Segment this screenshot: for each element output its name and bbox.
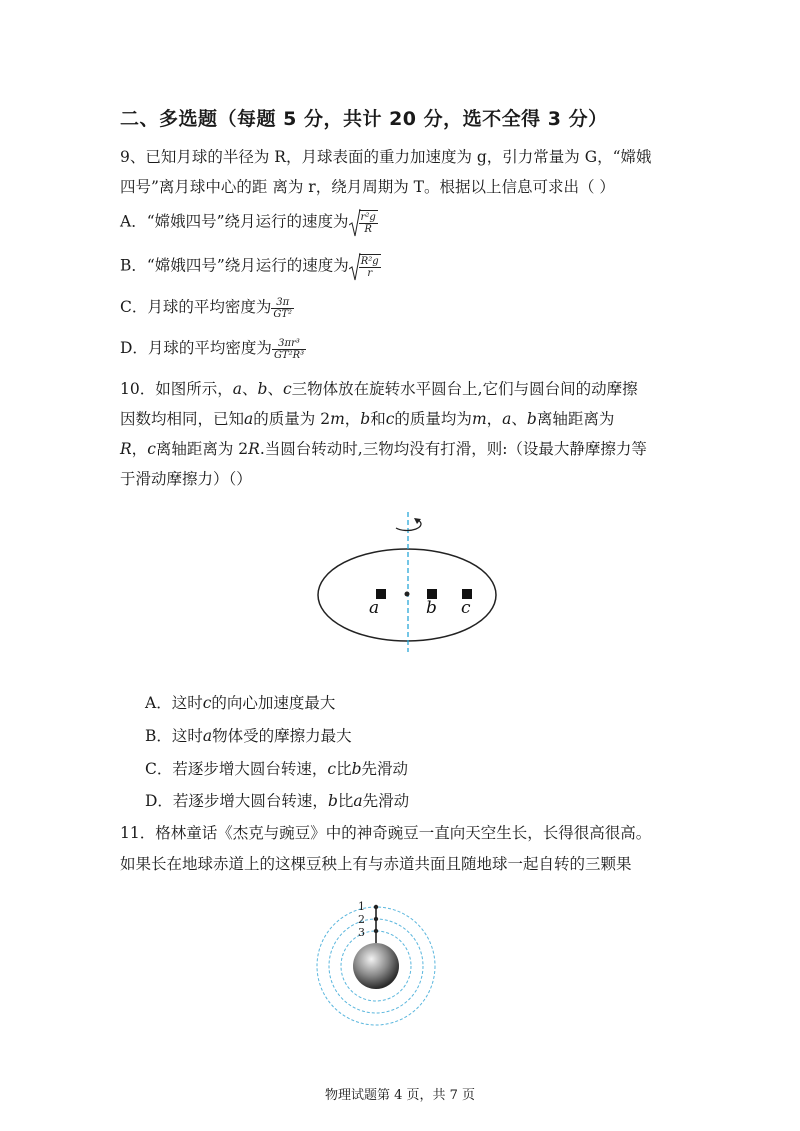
- q9-option-c-text: C．月球的平均密度为: [120, 298, 272, 316]
- fruit-1: [374, 905, 378, 909]
- q9-option-c-denominator: GT²: [273, 308, 293, 320]
- var-c: c: [202, 694, 212, 712]
- text: 比: [337, 792, 354, 810]
- text: ，: [131, 440, 148, 458]
- var-c: c: [327, 760, 337, 778]
- text: 先滑动: [361, 760, 409, 778]
- q9-option-b-numerator: R²g: [360, 256, 379, 267]
- q9-option-b-denominator: r: [367, 268, 373, 279]
- sqrt-expression: [349, 210, 378, 235]
- text: 的质量均为: [394, 410, 472, 428]
- var-b: b: [257, 380, 268, 398]
- q9-option-a-text: A．“嫦娥四号”绕月运行的速度为: [120, 212, 349, 231]
- sqrt-expression: [349, 254, 381, 279]
- var-b: b: [351, 760, 362, 778]
- var-m: m: [471, 410, 487, 428]
- text: 和: [370, 410, 386, 428]
- text: .当圆台转动时,三物均没有打滑，则:（设最大静摩擦力等: [259, 440, 647, 458]
- q9-option-d: [120, 337, 306, 361]
- text: 、: [267, 380, 283, 398]
- q9-option-d-numerator: 3πr³: [272, 338, 306, 350]
- q10-line-1: [120, 378, 638, 400]
- text: 物体受的摩擦力最大: [212, 727, 352, 745]
- text: ，: [344, 410, 361, 428]
- q9-option-b-text: B．“嫦娥四号”绕月运行的速度为: [120, 256, 349, 275]
- q9-option-c: [120, 296, 294, 320]
- var-m: m: [330, 410, 345, 428]
- q9-option-c-numerator: 3π: [271, 297, 294, 309]
- label-a: a: [369, 598, 380, 618]
- page-footer: 物理试题第 4 页，共 7 页: [324, 1088, 476, 1103]
- turntable-figure: [300, 510, 520, 655]
- text: 因数均相同，已知: [120, 410, 245, 428]
- var-b: b: [526, 410, 537, 428]
- q9-option-a-numerator: r²g: [360, 212, 376, 223]
- text: 的向心加速度最大: [211, 694, 336, 712]
- q10-option-d: [145, 790, 409, 812]
- q9-option-a: [120, 210, 378, 235]
- var-c: c: [282, 380, 292, 398]
- text: A．这时: [145, 694, 203, 712]
- q11-line-2: 如果长在地球赤道上的这棵豆秧上有与赤道共面且随地球一起自转的三颗果: [120, 855, 632, 873]
- fruit-label-2: 2: [358, 913, 365, 926]
- text: 、: [511, 410, 527, 428]
- q10-line-3: [120, 438, 647, 460]
- text: 三物体放在旋转水平圆台上,它们与圆台间的动摩擦: [291, 380, 638, 398]
- q9-option-b: [120, 254, 381, 279]
- q10-line-4: 于滑动摩擦力）（）: [120, 470, 252, 488]
- fruit-2: [374, 917, 378, 921]
- earth-orbit-figure: [300, 895, 450, 1045]
- text: 的质量为 2: [253, 410, 331, 428]
- var-a: a: [202, 727, 213, 745]
- text: B．这时: [145, 727, 203, 745]
- var-R: R: [248, 440, 260, 458]
- text: 先滑动: [362, 792, 410, 810]
- var-a: a: [232, 380, 242, 398]
- q10-option-c: [145, 758, 408, 780]
- var-b: b: [360, 410, 371, 428]
- q9-option-d-denominator: GT²R³: [273, 349, 305, 361]
- fruit-3: [374, 929, 378, 933]
- var-a: a: [502, 410, 512, 428]
- q10-option-a: [145, 692, 335, 714]
- q11-line-1: 11．格林童话《杰克与豌豆》中的神奇豌豆一直向天空生长，长得很高很高。: [120, 824, 652, 842]
- text: C．若逐步增大圆台转速，: [145, 760, 328, 778]
- fruit-label-1: 1: [358, 900, 365, 913]
- earth-sphere: [353, 943, 399, 989]
- label-b: b: [426, 598, 437, 618]
- var-a: a: [244, 410, 254, 428]
- var-a: a: [353, 792, 363, 810]
- var-c: c: [385, 410, 395, 428]
- text: 、: [241, 380, 258, 398]
- var-c: c: [147, 440, 156, 458]
- var-b: b: [327, 792, 338, 810]
- var-R: R: [120, 440, 132, 458]
- text: 比: [336, 760, 352, 778]
- fruit-label-3: 3: [358, 926, 365, 939]
- text: 离轴距离为 2: [155, 440, 249, 458]
- axis-center-dot: [405, 592, 410, 597]
- text: 10．如图所示，: [120, 380, 233, 398]
- q9-option-d-text: D．月球的平均密度为: [120, 339, 272, 357]
- q9-line-2: 四号”离月球中心的距 离为 r，绕月周期为 T。根据以上信息可求出（ ）: [120, 178, 615, 196]
- q10-line-2: [120, 408, 614, 430]
- text: ，: [486, 410, 503, 428]
- label-c: c: [461, 598, 471, 618]
- q9-line-1: 9、已知月球的半径为 R，月球表面的重力加速度为 g，引力常量为 G，“嫦娥: [120, 148, 652, 166]
- text: 离轴距离为: [536, 410, 615, 428]
- q9-option-a-denominator: R: [364, 224, 372, 235]
- section-heading: 二、多选题（每题 5 分，共计 20 分，选不全得 3 分）: [120, 108, 608, 130]
- text: D．若逐步增大圆台转速，: [145, 792, 328, 810]
- q10-option-b: [145, 725, 352, 747]
